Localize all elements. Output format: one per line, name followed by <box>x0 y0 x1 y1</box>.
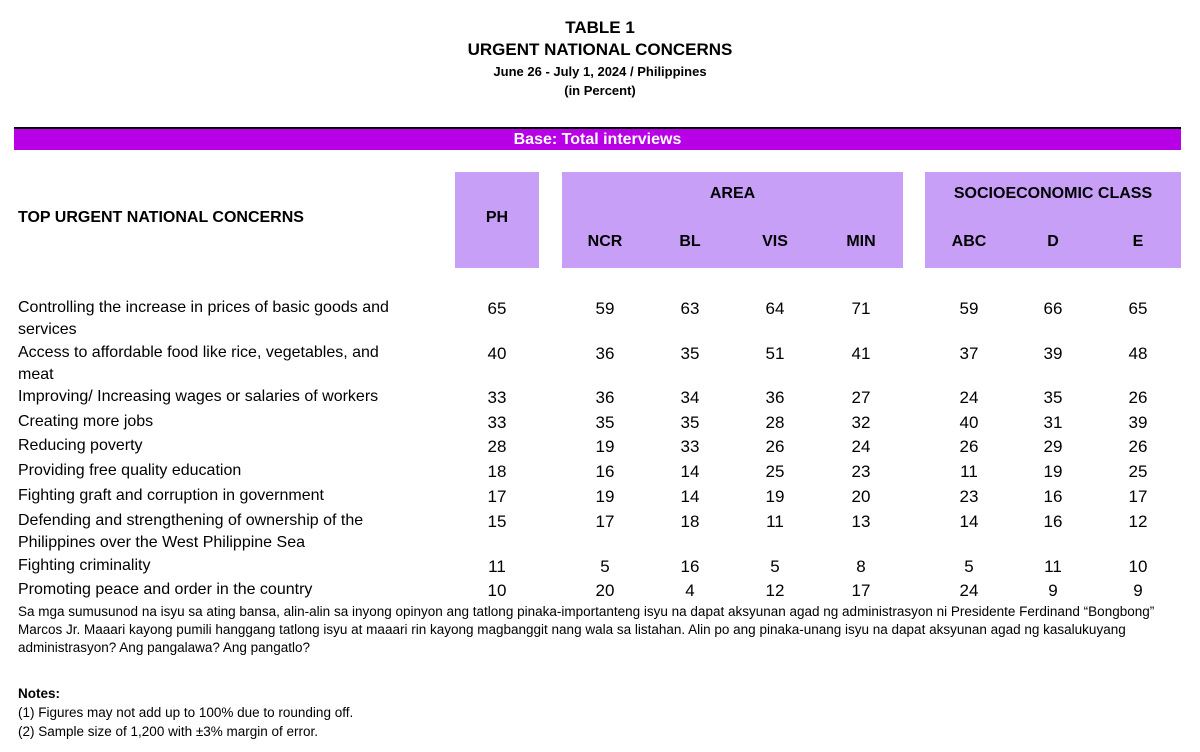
table-cell: 29 <box>1043 437 1063 456</box>
table-cell: 19 <box>765 487 785 506</box>
col-header-e: E <box>1132 233 1144 250</box>
row-label: Fighting graft and corruption in government <box>18 487 324 504</box>
table-cell: 33 <box>487 388 507 407</box>
table-cell: 33 <box>487 413 507 432</box>
table-cell: 18 <box>680 512 700 531</box>
table-cell: 37 <box>959 344 979 363</box>
table-cell: 34 <box>680 388 700 407</box>
table-cell: 10 <box>1128 557 1148 576</box>
row-label: Access to affordable food like rice, vegetables, and meat <box>18 344 379 383</box>
table-cell: 16 <box>680 557 700 576</box>
table-cell: 17 <box>487 487 507 506</box>
table-cell: 19 <box>595 487 615 506</box>
table-cell: 16 <box>595 462 615 481</box>
table-cell: 35 <box>595 413 615 432</box>
table-cell: 66 <box>1043 299 1063 318</box>
table-cell: 35 <box>680 344 700 363</box>
ph-header: PH <box>485 209 509 226</box>
table-cell: 17 <box>851 581 871 600</box>
table-cell: 5 <box>964 557 974 576</box>
col-header-vis: VIS <box>762 233 788 250</box>
table-cell: 36 <box>765 388 785 407</box>
table-cell: 28 <box>487 437 507 456</box>
row-label: Creating more jobs <box>18 413 154 430</box>
table-cell: 14 <box>680 462 700 481</box>
table-cell: 25 <box>765 462 785 481</box>
note-item: (2) Sample size of 1,200 with ±3% margin of error. <box>18 724 319 739</box>
table-cell: 23 <box>959 487 979 506</box>
table-cell: 10 <box>487 581 507 600</box>
table-cell: 11 <box>1044 557 1062 576</box>
table-cell: 16 <box>1043 487 1063 506</box>
table-cell: 39 <box>1043 344 1063 363</box>
row-label: Defending and strengthening of ownership of the Philippines over the West Philippine Sea <box>18 512 364 551</box>
table-cell: 40 <box>487 344 507 363</box>
table-cell: 41 <box>851 344 871 363</box>
table-cell: 25 <box>1128 462 1148 481</box>
base-bar: Base: Total interviews <box>14 129 1181 150</box>
table-cell: 20 <box>851 487 871 506</box>
row-label: Improving/ Increasing wages or salaries of workers <box>18 388 379 405</box>
table-cell: 17 <box>595 512 615 531</box>
notes-heading: Notes: <box>18 686 61 701</box>
class-group-header: SOCIOECONOMIC CLASS <box>953 185 1153 202</box>
table-cell: 65 <box>487 299 507 318</box>
table-cell: 19 <box>1043 462 1063 481</box>
table-cell: 59 <box>595 299 615 318</box>
table-cell: 19 <box>595 437 615 456</box>
table-cell: 23 <box>851 462 871 481</box>
table-cell: 12 <box>1128 512 1148 531</box>
table-cell: 13 <box>851 512 871 531</box>
table-cell: 35 <box>680 413 700 432</box>
table-cell: 24 <box>959 388 979 407</box>
table-cell: 59 <box>959 299 979 318</box>
table-cell: 12 <box>765 581 785 600</box>
table-cell: 9 <box>1133 581 1143 600</box>
table-cell: 8 <box>856 557 866 576</box>
table-cell: 39 <box>1128 413 1148 432</box>
table-cell: 48 <box>1128 344 1148 363</box>
table-cell: 9 <box>1048 581 1058 600</box>
table-cell: 32 <box>851 413 871 432</box>
table-cell: 65 <box>1128 299 1148 318</box>
row-label: Controlling the increase in prices of basic goods and services <box>18 299 389 338</box>
row-label: Promoting peace and order in the country <box>18 581 313 598</box>
table-cell: 17 <box>1128 487 1148 506</box>
table-cell: 26 <box>959 437 979 456</box>
table-cell: 33 <box>680 437 700 456</box>
col-header-abc: ABC <box>951 233 987 250</box>
table-cell: 14 <box>680 487 700 506</box>
row-label: Fighting criminality <box>18 557 151 574</box>
table-cell: 11 <box>766 512 784 531</box>
table-cell: 40 <box>959 413 979 432</box>
table-cell: 36 <box>595 388 615 407</box>
row-label: Providing free quality education <box>18 462 242 479</box>
table-cell: 16 <box>1043 512 1063 531</box>
table-number: TABLE 1 <box>565 18 635 37</box>
table-cell: 35 <box>1043 388 1063 407</box>
table-cell: 28 <box>765 413 785 432</box>
table-cell: 18 <box>487 462 507 481</box>
table-cell: 5 <box>600 557 610 576</box>
table-cell: 24 <box>959 581 979 600</box>
survey-question: Sa mga sumusunod na isyu sa ating bansa, alin-alin sa inyong opinyon ang tatlong pinaka-importanteng isyu na dapat aksyunan agad ng administrasyon ni Presidente Ferdinand “Bongbong” Marcos Jr. Maaari kayong pumili hanggang tatlong isyu at maaari rin kayong magbanggit nang wala sa listahan. Alin po ang pinaka-unang isyu na dapat aksyunan agad ng kasalukuyang administrasyon? Ang pangalawa? Ang pangatlo? <box>18 604 1155 655</box>
col-header-ncr: NCR <box>587 233 623 250</box>
table-unit: (in Percent) <box>564 83 636 98</box>
table-cell: 20 <box>595 581 615 600</box>
area-group-header: AREA <box>709 185 756 202</box>
table-cell: 26 <box>1128 388 1148 407</box>
table-cell: 63 <box>680 299 700 318</box>
table-cell: 26 <box>765 437 785 456</box>
table-dates: June 26 - July 1, 2024 / Philippines <box>493 64 707 79</box>
table-cell: 11 <box>488 557 506 576</box>
table-cell: 5 <box>770 557 780 576</box>
table-cell: 27 <box>851 388 871 407</box>
table-cell: 36 <box>595 344 615 363</box>
table-cell: 4 <box>685 581 695 600</box>
row-label: Reducing poverty <box>18 437 143 454</box>
table-cell: 31 <box>1043 413 1063 432</box>
col-header-bl: BL <box>679 233 701 250</box>
table-cell: 71 <box>851 299 871 318</box>
col-header-d: D <box>1047 233 1059 250</box>
table-cell: 24 <box>851 437 871 456</box>
table-cell: 11 <box>960 462 978 481</box>
table-cell: 15 <box>487 512 507 531</box>
row-label-header: TOP URGENT NATIONAL CONCERNS <box>18 209 304 226</box>
table-cell: 51 <box>765 344 785 363</box>
col-header-min: MIN <box>846 233 876 250</box>
table-cell: 64 <box>765 299 785 318</box>
table-title: URGENT NATIONAL CONCERNS <box>467 40 733 59</box>
table-cell: 14 <box>959 512 979 531</box>
note-item: (1) Figures may not add up to 100% due to rounding off. <box>18 705 354 720</box>
table-cell: 26 <box>1128 437 1148 456</box>
